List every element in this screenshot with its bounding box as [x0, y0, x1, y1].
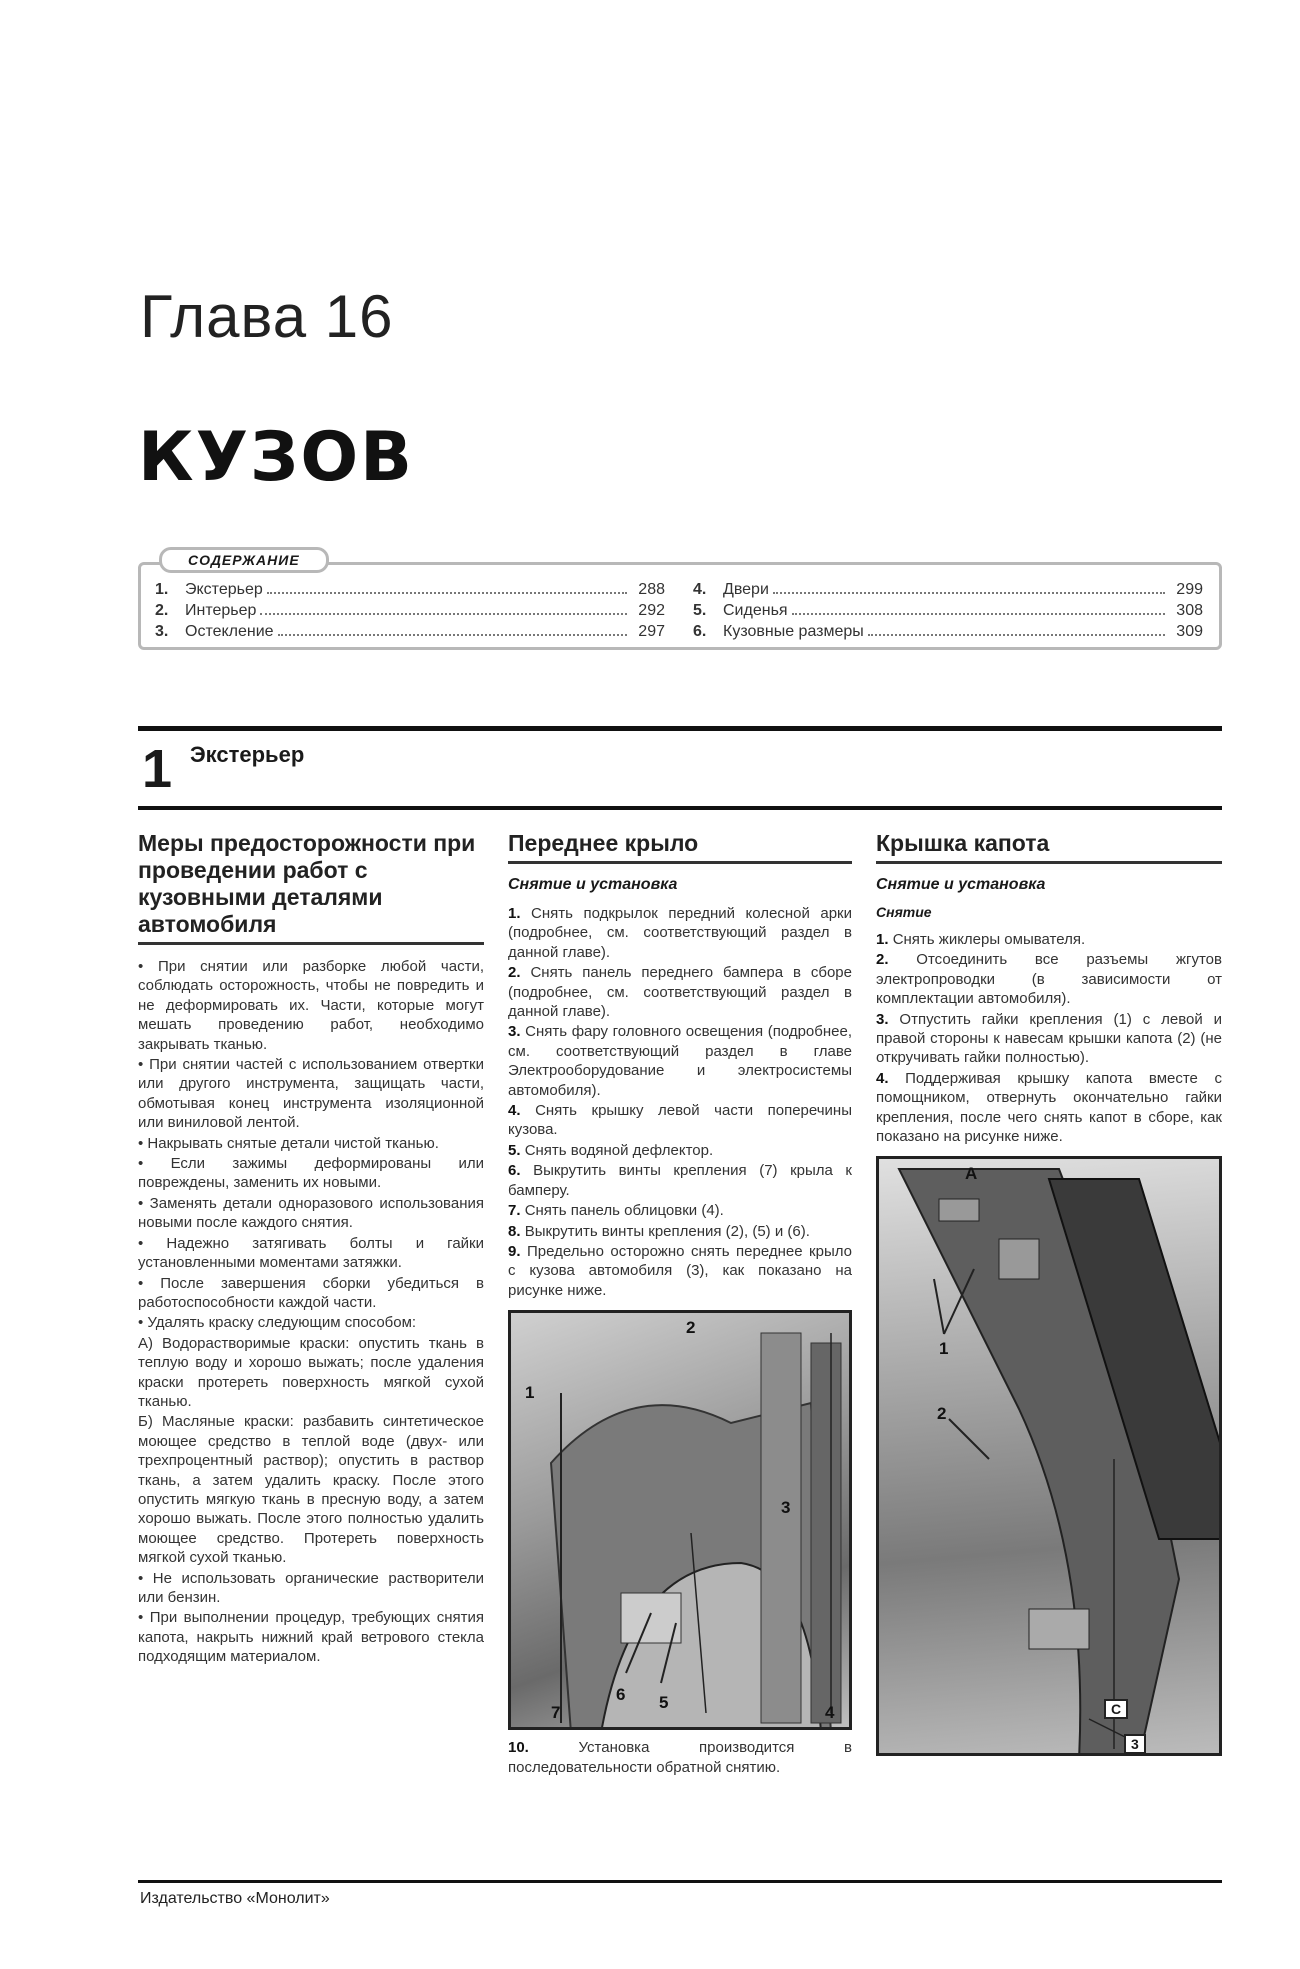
paragraph: • Накрывать снятые детали чистой тканью. — [138, 1134, 439, 1152]
toc-item[interactable]: 1. Экстерьер 288 — [155, 581, 665, 598]
figure-callout: 5 — [659, 1693, 669, 1713]
figure-callout: 7 — [551, 1703, 561, 1723]
step: 4. Поддерживая крышку капота вместе с помощником, отвернуть окончательно гайки крепления, после чего снять капот в сборе, как показано на рисунке ниже. — [876, 1069, 1222, 1146]
step: 3. Снять фару головного освещения (подробнее, см. соответствующий раздел в главе Электрооборудование и электросистемы автомобиля). — [508, 1023, 852, 1099]
step: 4. Снять крышку левой части поперечины кузова. — [508, 1102, 852, 1139]
paragraph: • При снятии или разборке любой части, соблюдать осторожность, чтобы не повредить и не деформировать их. Части, которые могут мешать проведению работ, необходимо закрывать тканью. — [138, 958, 484, 1053]
step: 9. Предельно осторожно снять переднее крыло с кузова автомобиля (3), как показано на рисунке ниже. — [508, 1242, 852, 1299]
paragraph: • Не использовать органические растворители или бензин. — [138, 1569, 484, 1606]
paragraph: • При снятии частей с использованием отвертки или другого инструмента, защищать части, обмотывая конец инструмента изоляционной или виниловой лентой. — [138, 1056, 484, 1132]
paragraph: А) Водорастворимые краски: опустить ткань в теплую воду и хорошо выжать; после удаления краски протереть поверхность мягкой сухой тканью. — [138, 1334, 484, 1410]
table-of-contents — [138, 552, 1222, 650]
chapter-number: Глава 16 — [140, 283, 394, 350]
toc-label: СОДЕРЖАНИЕ — [159, 547, 329, 573]
figure-callout: 2 — [937, 1404, 947, 1424]
hood-figure — [876, 1156, 1222, 1756]
column-front-fender — [508, 830, 852, 1778]
column-hood — [876, 830, 1222, 1756]
toc-column-left — [155, 581, 665, 644]
step: 1. Снять подкрылок передний колесной арки (подробнее, см. соответствующий раздел в данной главе). — [508, 905, 852, 961]
chapter-title: КУЗОВ — [138, 418, 414, 497]
column-precautions — [138, 830, 484, 1668]
footer-rule — [138, 1880, 1222, 1883]
toc-item-text: Кузовные размеры — [723, 623, 864, 640]
toc-item-page: 297 — [638, 623, 665, 640]
toc-column-right — [693, 581, 1203, 644]
precautions-heading: Меры предосторожности при проведении работ с кузовными деталями автомобиля — [138, 830, 484, 945]
hood-heading: Крышка капота — [876, 830, 1222, 864]
figure-callout: 3 — [781, 1498, 791, 1518]
toc-item-page: 288 — [638, 581, 665, 598]
figure-callout: 6 — [616, 1685, 626, 1705]
toc-item[interactable]: 4. Двери 299 — [693, 581, 1203, 598]
fender-figure — [508, 1310, 852, 1730]
paragraph: • После завершения сборки убедиться в работоспособности каждой части. — [138, 1274, 484, 1311]
hood-illustration — [879, 1159, 1222, 1756]
toc-item-text: Экстерьер — [185, 581, 263, 598]
step: 6. Выкрутить винты крепления (7) крыла к бамперу. — [508, 1162, 852, 1199]
toc-item[interactable]: 3. Остекление 297 — [155, 623, 665, 640]
front-fender-subheading: Снятие и установка — [508, 876, 678, 893]
toc-item-text: Двери — [723, 581, 769, 598]
step: 3. Отпустить гайки крепления (1) с левой и правой стороны к навесам крышки капота (2) (не откручивать гайки полностью). — [876, 1010, 1223, 1067]
publisher-footer: Издательство «Монолит» — [140, 1890, 330, 1907]
section-number: 1 — [142, 739, 173, 799]
step: 7. Снять панель облицовки (4). — [508, 1202, 724, 1220]
toc-item[interactable]: 2. Интерьер 292 — [155, 602, 665, 619]
figure-callout: 2 — [686, 1318, 696, 1338]
step: 10. Установка производится в последовательности обратной снятию. — [508, 1739, 852, 1776]
toc-item-text: Интерьер — [185, 602, 257, 619]
paragraph: • Удалять краску следующим способом: — [138, 1314, 417, 1332]
section-rule-bottom — [138, 806, 1222, 810]
toc-item-text: Остекление — [185, 623, 274, 640]
step: 1. Снять жиклеры омывателя. — [876, 931, 1086, 948]
hood-removal-heading: Снятие — [876, 904, 932, 920]
paragraph: • Заменять детали одноразового использования новыми после каждого снятия. — [138, 1194, 484, 1232]
step: 2. Снять панель переднего бампера в сборе (подробнее, см. соответствующий раздел в данной главе). — [508, 964, 852, 1021]
hood-subheading: Снятие и установка — [876, 876, 1046, 893]
section-rule-top — [138, 726, 1222, 731]
step: 2. Отсоединить все разъемы жгутов электропроводки (в зависимости от комплектации автомобиля). — [876, 951, 1222, 1008]
toc-item[interactable]: 6. Кузовные размеры 309 — [693, 623, 1203, 640]
step: 5. Снять водяной дефлектор. — [508, 1141, 714, 1159]
toc-item-page: 308 — [1176, 602, 1203, 619]
toc-item[interactable]: 5. Сиденья 308 — [693, 602, 1203, 619]
step: 8. Выкрутить винты крепления (2), (5) и (6). — [508, 1222, 810, 1240]
toc-item-page: 292 — [638, 602, 665, 619]
figure-callout-box: C — [1104, 1699, 1128, 1719]
toc-item-text: Сиденья — [723, 602, 788, 619]
figure-callout: 1 — [525, 1383, 535, 1403]
toc-item-page: 299 — [1176, 581, 1203, 598]
figure-callout: 4 — [825, 1703, 835, 1723]
paragraph: • При выполнении процедур, требующих снятия капота, накрыть нижний край ветрового стекла подходящим материалом. — [138, 1609, 484, 1666]
figure-callout: 1 — [939, 1339, 949, 1359]
section-title: Экстерьер — [190, 742, 305, 767]
paragraph: • Если зажимы деформированы или повреждены, заменить их новыми. — [138, 1155, 484, 1192]
front-fender-heading: Переднее крыло — [508, 830, 852, 864]
toc-item-page: 309 — [1176, 623, 1203, 640]
paragraph: Б) Масляные краски: разбавить синтетическое моющее средство в теплой воде (двух- или трехпроцентный раствор); опустить в раствор ткань, а затем удалить краску. После этого опустить мягкую ткань в пресную воду, а затем хорошо выжать. После этого полностью удалить моющее средство. Протереть поверхность мягкой сухой тканью. — [138, 1413, 484, 1567]
figure-callout: A — [965, 1164, 978, 1184]
fender-illustration — [511, 1313, 852, 1730]
figure-callout-box: 3 — [1124, 1734, 1146, 1754]
paragraph: • Надежно затягивать болты и гайки установленными моментами затяжки. — [138, 1234, 484, 1272]
